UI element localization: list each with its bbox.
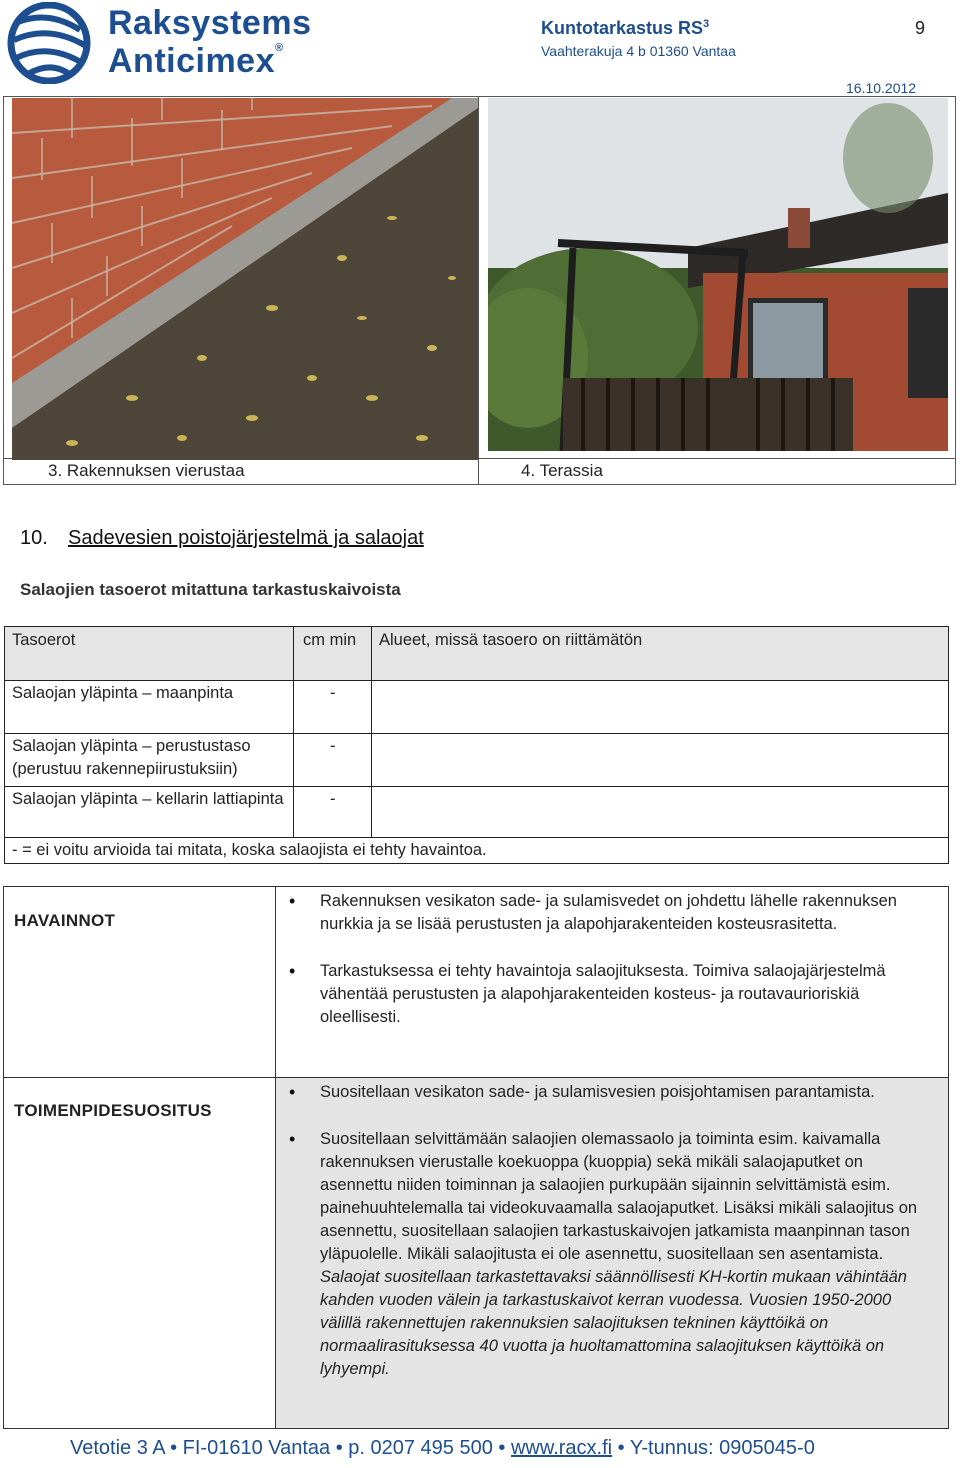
recommendations-row: [4, 1078, 949, 1429]
header-cell-levels: Tasoerot: [5, 627, 294, 681]
table-row: [5, 787, 949, 838]
footer-website-link[interactable]: www.racx.fi: [510, 1437, 613, 1459]
row-area: [372, 681, 949, 734]
observations-body: [276, 887, 949, 1078]
photo-divider: [478, 96, 479, 485]
recommendations-label: TOIMENPIDESUOSITUS: [4, 1078, 276, 1429]
section-title: Sadevesien poistojärjestelmä ja salaojat: [68, 527, 424, 549]
table-row: [5, 681, 949, 734]
row-area: [372, 787, 949, 838]
page-number: 9: [915, 18, 926, 38]
findings-table: [3, 886, 949, 1429]
observations-label: HAVAINNOT: [4, 887, 276, 1078]
observations-list: [320, 890, 928, 1029]
photo-caption-1: 3. Rakennuksen vierustaa: [48, 461, 245, 480]
logo-text-raksystems: Raksystems: [108, 4, 312, 42]
inspection-date: 16.10.2012: [846, 80, 917, 96]
section-number: 10.: [20, 527, 48, 549]
registered-mark: ®: [275, 42, 284, 54]
list-item: • Suositellaan vesikaton sade- ja sulamisvesien poisjohtamisen parantamista.: [320, 1081, 928, 1104]
subsection-heading: Salaojien tasoerot mitattuna tarkastuskaivoista: [20, 580, 401, 599]
header-cell-areas: Alueet, missä tasoero on riittämätön: [372, 627, 949, 681]
footer-contact: Vetotie 3 A • FI-01610 Vantaa • p. 0207 495 500 •: [70, 1437, 511, 1459]
document-title-superscript: 3: [703, 18, 710, 30]
row-label: Salaojan yläpinta – maanpinta: [5, 681, 294, 734]
list-item: [320, 1128, 928, 1381]
photo-building-side: [12, 98, 478, 460]
recommendation-italic-text: Salaojat suositellaan tarkastettavaksi säännöllisesti KH-kortin mukaan vähintään kahden vuoden välein ja tarkastuskaivot kerran vuodessa. Vuosien 1950-2000 välillä rakennettujen rakennuksien salaojituksen tekninen käyttöikä on normaalirasituksessa 40 vuotta ja huoltamattomina salaojituksen käyttöikä on lyhyempi.: [320, 1268, 907, 1378]
observations-row: [4, 887, 949, 1078]
recommendations-body: [276, 1078, 949, 1429]
photo-terrace: [488, 98, 948, 451]
table-header-row: [5, 627, 949, 681]
property-address: Vaahterakuja 4 b 01360 Vantaa: [541, 43, 736, 59]
list-item: • Rakennuksen vesikaton sade- ja sulamisvedet on johdettu lähelle rakennuksen nurkkia ja se lisää perustusten ja alapohjarakenteiden kosteusrasitetta.: [320, 890, 928, 936]
level-difference-table: [4, 626, 949, 864]
table-row: [5, 734, 949, 787]
row-value: -: [294, 787, 372, 838]
header-cell-cm-min: cm min: [294, 627, 372, 681]
row-area: [372, 734, 949, 787]
table-note: - = ei voitu arvioida tai mitata, koska salaojista ei tehty havaintoa.: [5, 838, 949, 864]
row-value: -: [294, 734, 372, 787]
company-logo: [4, 2, 324, 86]
row-label: Salaojan yläpinta – perustustaso (perustuu rakennepiirustuksiin): [5, 734, 294, 787]
footer-business-id: • Y-tunnus: 0905045-0: [612, 1437, 815, 1459]
document-title: Kuntotarkastus $RS^3$: [541, 18, 710, 38]
page-footer: [70, 1437, 815, 1460]
recommendation-text: Suositellaan selvittämään salaojien olemassaolo ja toiminta esim. kaivamalla rakennuksen vierustalle koekuoppa (kuoppia) sekä mikäli salaojaputket on asennettu niiden toiminnan ja salaojien purkupään sijainnin selvittämistä esim. painehuuhtelemalla tai videokuvaamalla salaojaputket. Lisäksi mikäli salaojitus on asennettu, suositellaan salaojien tarkastuskaivojen jatkamista maanpinnan tason yläpuolelle. Mikäli salaojitusta ei ole asennettu, suositellaan sen asentamista.: [320, 1130, 918, 1263]
anticimex-logo-mark-icon: [4, 2, 98, 84]
logo-text-anticimex: Anticimex®: [108, 42, 284, 80]
row-label: Salaojan yläpinta – kellarin lattiapinta: [5, 787, 294, 838]
photo-caption-2: 4. Terassia: [521, 461, 603, 480]
table-note-row: [5, 838, 949, 864]
recommendations-list: [320, 1081, 928, 1381]
list-item: • Tarkastuksessa ei tehty havaintoja salaojituksesta. Toimiva salaojajärjestelmä vähentää perustusten ja alapohjarakenteiden kosteus- ja routavaurioriskiä oleellisesti.: [320, 960, 928, 1029]
row-value: -: [294, 681, 372, 734]
